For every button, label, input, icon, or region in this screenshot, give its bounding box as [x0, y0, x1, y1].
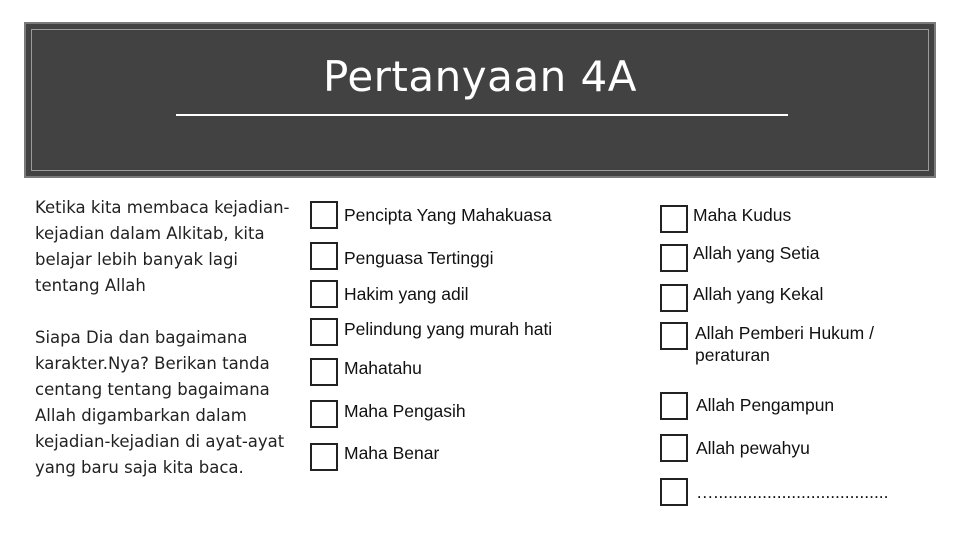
- checkbox-other[interactable]: [660, 478, 688, 506]
- checkbox-pemberi-hukum[interactable]: [660, 322, 688, 350]
- checkbox-pelindung[interactable]: [310, 318, 338, 346]
- option-label: Pencipta Yang Mahakuasa: [344, 205, 552, 225]
- checkbox-allah-kekal[interactable]: [660, 284, 688, 312]
- checkbox-pewahyu[interactable]: [660, 434, 688, 462]
- option-label: Allah yang Setia: [693, 243, 820, 263]
- blank-answer-line: …....................................: [696, 482, 889, 502]
- checkbox-allah-setia[interactable]: [660, 244, 688, 272]
- checkbox-maha-kudus[interactable]: [660, 205, 688, 233]
- title-underline: [176, 114, 788, 116]
- option-label: Maha Benar: [344, 443, 440, 463]
- checkbox-mahatahu[interactable]: [310, 358, 338, 386]
- checkbox-penguasa[interactable]: [310, 242, 338, 270]
- option-label: Allah Pemberi Hukum / peraturan: [695, 323, 874, 365]
- checkbox-pencipta[interactable]: [310, 201, 338, 229]
- checkbox-maha-benar[interactable]: [310, 443, 338, 471]
- intro-paragraph-1: Ketika kita membaca kejadian-kejadian dalam Alkitab, kita belajar lebih banyak lagi tentang Allah: [35, 198, 290, 295]
- checkbox-hakim[interactable]: [310, 280, 338, 308]
- option-label: Pelindung yang murah hati: [344, 319, 553, 339]
- option-label: Maha Pengasih: [344, 401, 466, 421]
- checkbox-pengampun[interactable]: [660, 392, 688, 420]
- intro-paragraph-2: Siapa Dia dan bagaimana karakter.Nya? Berikan tanda centang tentang bagaimana Allah digambarkan dalam kejadian-kejadian di ayat-ayat yang baru saja kita baca.: [35, 328, 285, 477]
- option-label: Allah pewahyu: [696, 438, 810, 458]
- option-label: Hakim yang adil: [344, 284, 469, 304]
- title-banner: [24, 22, 936, 178]
- option-label: Penguasa Tertinggi: [344, 248, 494, 268]
- option-label: Allah Pengampun: [696, 395, 835, 415]
- option-label: Maha Kudus: [693, 205, 792, 225]
- option-label: Mahatahu: [344, 358, 422, 378]
- checkbox-maha-pengasih[interactable]: [310, 400, 338, 428]
- page-title: Pertanyaan 4A: [322, 52, 637, 101]
- option-label: Allah yang Kekal: [693, 284, 824, 304]
